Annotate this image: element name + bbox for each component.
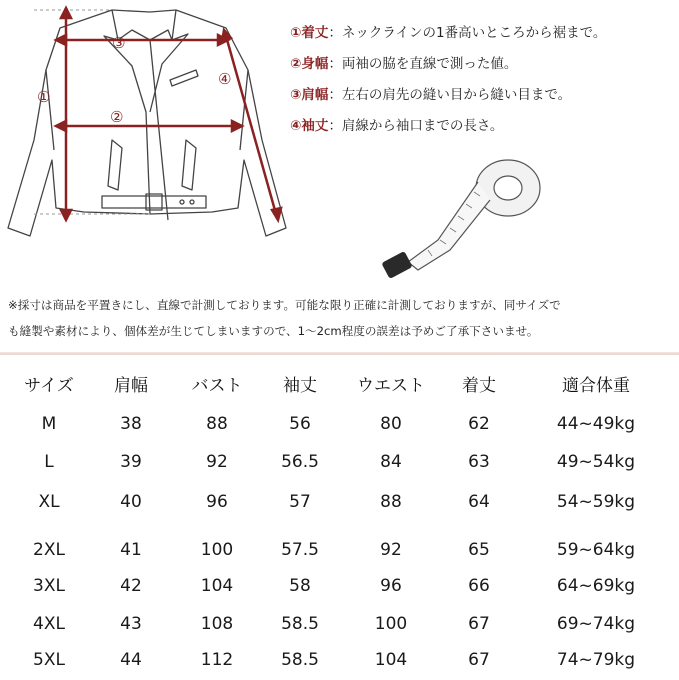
legend-text: ：左右の肩先の縫い目から縫い目まで。 (328, 87, 572, 103)
legend-key: ②身幅 (290, 56, 329, 72)
header-bust: バスト (191, 376, 243, 396)
cell-sleeve: 58.5 (281, 614, 319, 634)
cell-weight: 69~74kg (556, 614, 636, 634)
cell-size: 3XL (33, 576, 65, 596)
cell-waist: 92 (380, 540, 402, 560)
legend-item (290, 18, 679, 49)
note-line: も縫製や素材により、個体差が生じてしまいますので、1～2cm程度の誤差は予めご了承下さいませ。 (8, 324, 539, 338)
cell-waist: 88 (380, 492, 402, 512)
cell-sleeve: 57 (289, 492, 311, 512)
cell-size: 4XL (33, 614, 65, 634)
legend-item (290, 80, 679, 111)
cell-shoulder: 38 (120, 414, 142, 434)
table-row (0, 482, 679, 522)
cell-waist: 80 (380, 414, 402, 434)
cell-size: 2XL (33, 540, 65, 560)
table-header-row (0, 366, 679, 406)
legend-item (290, 49, 679, 80)
table-row (0, 442, 679, 482)
note-line: ※採寸は商品を平置きにし、直線で計測しております。可能な限り正確に計測しておりますが、同サイズで (8, 298, 561, 312)
header-sleeve: 袖丈 (283, 376, 317, 396)
cell-length: 65 (468, 540, 490, 560)
cell-bust: 92 (206, 452, 228, 472)
cell-waist: 100 (374, 614, 408, 634)
cell-bust: 96 (206, 492, 228, 512)
measurement-note (8, 292, 676, 344)
cell-bust: 104 (200, 576, 234, 596)
cell-weight: 74~79kg (556, 650, 636, 670)
measuring-tape-image (378, 152, 548, 282)
tape-measure-icon (378, 152, 548, 282)
legend-item (290, 111, 679, 142)
section-divider (0, 352, 679, 355)
cell-weight: 54~59kg (556, 492, 636, 512)
cell-length: 67 (468, 650, 490, 670)
label-length-marker: ① (37, 88, 51, 106)
table-row (0, 640, 679, 680)
label-width-marker: ② (110, 108, 124, 126)
cell-bust: 112 (200, 650, 234, 670)
table-row (0, 530, 679, 570)
cell-shoulder: 44 (120, 650, 142, 670)
cell-weight: 59~64kg (556, 540, 636, 560)
cell-size: 5XL (33, 650, 65, 670)
legend-text: ：ネックラインの1番高いところから裾まで。 (328, 25, 607, 41)
legend-key: ①着丈 (290, 25, 329, 41)
cell-waist: 104 (374, 650, 408, 670)
cell-shoulder: 42 (120, 576, 142, 596)
cell-sleeve: 56 (289, 414, 311, 434)
cell-sleeve: 56.5 (281, 452, 319, 472)
label-sleeve-marker: ④ (218, 70, 232, 88)
header-length: 着丈 (462, 376, 496, 396)
cell-bust: 88 (206, 414, 228, 434)
cell-sleeve: 57.5 (281, 540, 319, 560)
legend-key: ③肩幅 (290, 87, 329, 103)
cell-sleeve: 58.5 (281, 650, 319, 670)
cell-sleeve: 58 (289, 576, 311, 596)
cell-shoulder: 40 (120, 492, 142, 512)
legend-key: ④袖丈 (290, 118, 329, 134)
cell-size: M (41, 414, 57, 434)
header-waist: ウエスト (357, 376, 425, 396)
cell-length: 66 (468, 576, 490, 596)
table-row (0, 604, 679, 644)
header-weight: 適合体重 (562, 376, 630, 396)
cell-length: 67 (468, 614, 490, 634)
cell-length: 64 (468, 492, 490, 512)
cell-shoulder: 41 (120, 540, 142, 560)
header-shoulder: 肩幅 (114, 376, 148, 396)
cell-size: L (44, 452, 54, 472)
cell-shoulder: 39 (120, 452, 142, 472)
cell-weight: 44~49kg (556, 414, 636, 434)
jacket-illustration (0, 0, 290, 250)
cell-length: 63 (468, 452, 490, 472)
cell-shoulder: 43 (120, 614, 142, 634)
label-shoulder-marker: ③ (112, 34, 126, 52)
legend-text: ：両袖の脇を直線で測った値。 (328, 56, 518, 72)
cell-weight: 64~69kg (556, 576, 636, 596)
cell-bust: 108 (200, 614, 234, 634)
legend-text: ：肩線から袖口までの長さ。 (328, 118, 504, 134)
cell-waist: 84 (380, 452, 402, 472)
cell-size: XL (38, 492, 60, 512)
table-row (0, 566, 679, 606)
measurement-legend (290, 18, 679, 142)
table-row (0, 404, 679, 444)
header-size: サイズ (24, 376, 74, 396)
cell-waist: 96 (380, 576, 402, 596)
cell-bust: 100 (200, 540, 234, 560)
cell-weight: 49~54kg (556, 452, 636, 472)
jacket-measurement-diagram (0, 0, 290, 250)
cell-length: 62 (468, 414, 490, 434)
